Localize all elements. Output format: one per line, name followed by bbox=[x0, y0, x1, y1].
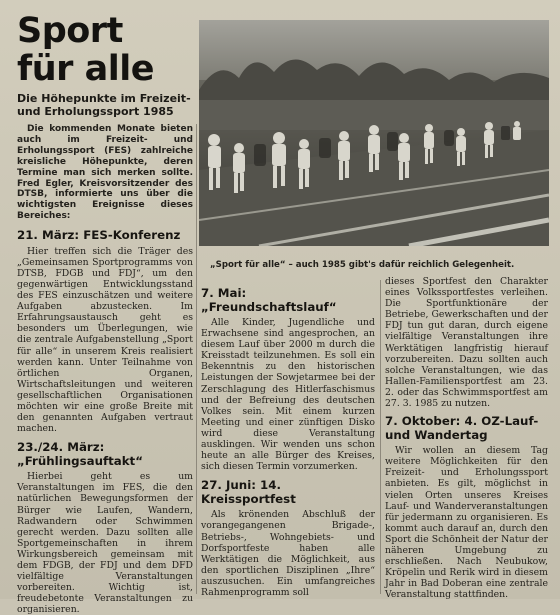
section-heading-kreissportfest: 27. Juni: 14. Kreissportfest bbox=[201, 478, 296, 506]
article-intro: Die kommenden Monate bieten auch im Freizeit- und Erholungssport (FES) zahlreiche kreisliche Höhepunkte, deren Termine man sich merken sollte. Fred Egler, Kreisvorsitzender des DTSB, informierte uns über die wichtigsten Ereignisse dieses Bereiches: bbox=[17, 124, 193, 222]
middle-column bbox=[201, 287, 375, 598]
section-text-freundschaftslauf: Alle Kinder, Jugendliche und Erwachsene sind angesprochen, an diesem Lauf über 2000 m durch die Kreisstadt teilzunehmen. Es soll ein Bekenntnis zu den historischen Leistungen der Sowjetarmee bei der Zerschlagung des Hitlerfaschismus und der Befreiung des deutschen Volkes sein. Mit einem kurzen Meeting und einer zünftigen Disko wird diese Veranstaltung ausklingen. Wir wenden uns schon heute an alle Bürger des Kreises, sich diesen Termin vorzumerken. bbox=[201, 317, 375, 473]
left-column bbox=[17, 124, 193, 615]
section-heading-freundschaftslauf: 7. Mai: „Freundschaftslauf“ bbox=[201, 286, 337, 314]
section-text-fes-konferenz: Hier treffen sich die Träger des „Gemeinsamen Sportprogramms von DTSB, FDGB und FDJ“, um den gegenwärtigen Entwicklungsstand des FES einzuschätzen und weitere Aufgaben abzustecken. Im Erfahrungsaustausch geht es besonders um Überlegungen, wie die zentrale Aufgabenstellung „Sport für alle“ in unserem Kreis realisiert werden kann. Unter Teilnahme von örtlichen Organen, Wirtschaftsleitungen und weiteren gesellschaftlichen Organisationen möchten wir eine große Breite mit den genannten Aufgaben vertraut machen. bbox=[17, 245, 193, 435]
runners-photo bbox=[199, 20, 549, 246]
section-text-kreissportfest-continued: dieses Sportfest den Charakter eines Volkssportfestes verleihen. Die Sportfunktionäre der Betriebe, Gewerkschaften und der FDJ tun gut daran, durch eigene vielfältige Veranstaltungen ihre Werktätigen langfristig hierauf vorzubereiten. Dazu sollten auch solche Veranstaltungen, wie das Hallen-Familiensportfest am 23. 2. oder das Schwimmsportfest am 27. 3. 1985 zu nutzen. bbox=[385, 276, 548, 410]
section-text-kreissportfest: Als krönenden Abschluß der vorangegangenen Brigade-, Betriebs-, Wohngebiets- und Dorfsportfeste haben alle Werktätigen die Möglichkeit, aus den sportlichen Disziplinen „Ihre“ auszusuchen. Ein umfangreiches Rahmenprogramm soll bbox=[201, 509, 375, 598]
section-heading-oz-lauf-wandertag: 7. Oktober: 4. OZ-Lauf- und Wandertag bbox=[385, 414, 539, 442]
right-column bbox=[385, 276, 548, 600]
section-heading-fes-konferenz: 21. März: FES-Konferenz bbox=[17, 228, 181, 243]
runners-illustration bbox=[199, 20, 549, 246]
column-rule bbox=[196, 124, 197, 594]
article-subtitle: Die Höhepunkte im Freizeit- und Erholungssport 1985 bbox=[17, 92, 191, 118]
article-title bbox=[17, 12, 192, 88]
title-line-1: Sport bbox=[17, 11, 123, 51]
title-line-2: für alle bbox=[17, 49, 154, 89]
section-text-fruehlingsauftakt: Hierbei geht es um Veranstaltungen im FES, die den natürlichen Bewegungsformen der Bürger wie Laufen, Wandern, Radwandern oder Schwimmen gerecht werden. Dazu sollten alle Sportgemeinschaften in ihrem Wirkungsbereich gemeinsam mit dem FDGB, der FDJ und dem DFD vielfältige Veranstaltungen vorbereiten. Wichtig ist, freudebetonte Veranstaltungen zu organisieren. bbox=[17, 471, 193, 615]
section-text-oz-lauf-wandertag: Wir wollen an diesem Tag weitere Möglichkeiten für den Freizeit- und Erholungssport anbieten. Es gilt, möglichst in vielen Orten unseres Kreises Lauf- und Wanderveranstaltungen für jedermann zu organisieren. Es kommt auch darauf an, durch den Sport die Schönheit der Natur der näheren Umgebung zu erschließen. Nach Neubukow, Kröpelin und Rerik wird in diesem Jahr in Bad Doberan eine zentrale Veranstaltung stattfinden. bbox=[385, 445, 548, 601]
photo-caption: „Sport für alle“ – auch 1985 gibt's dafür reichlich Gelegenheit. bbox=[210, 260, 515, 270]
column-rule bbox=[380, 280, 381, 594]
section-heading-fruehlingsauftakt: 23./24. März: „Frühlingsauftakt“ bbox=[17, 440, 143, 468]
